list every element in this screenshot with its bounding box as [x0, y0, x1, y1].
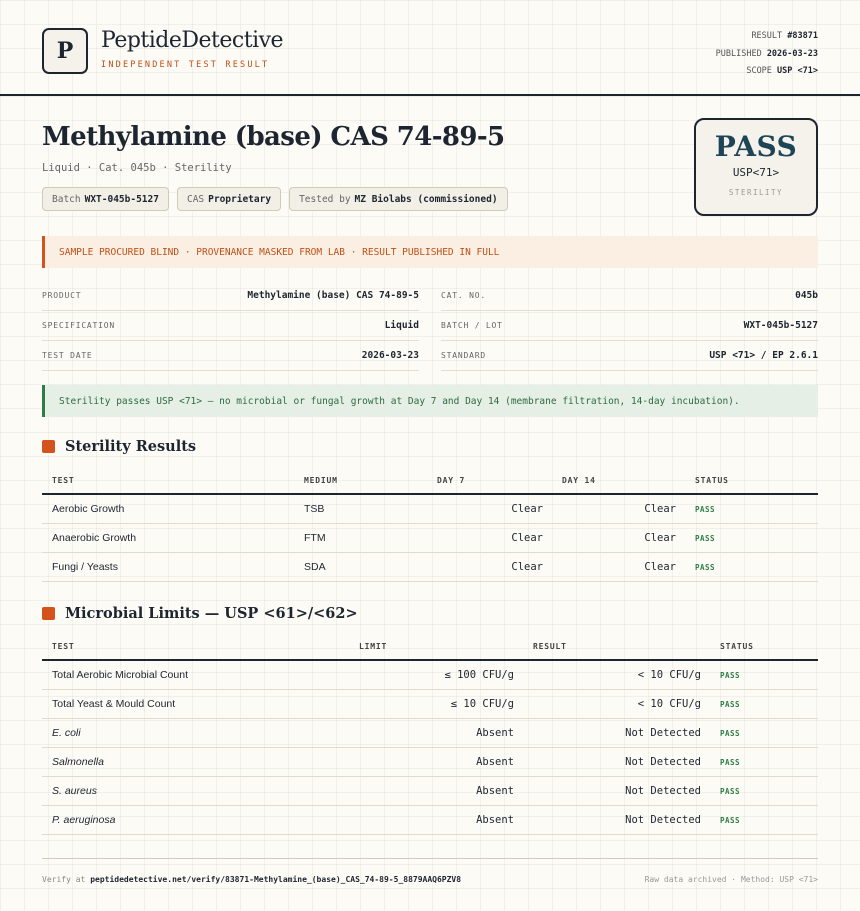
table-row: Anaerobic Growth FTM Clear Clear PASS	[42, 524, 818, 553]
brand-logo: P	[42, 28, 88, 74]
microbial-heading: Microbial Limits — USP <61>/<62>	[42, 605, 358, 622]
status-badge: PASS	[720, 670, 741, 680]
table-row: E. coli Absent Not Detected PASS	[42, 719, 818, 748]
table-header: TEST LIMIT RESULT STATUS	[42, 633, 818, 661]
microbial-table	[42, 633, 818, 835]
meta-result: RESULT #83871	[751, 31, 818, 41]
status-badge: PASS	[720, 728, 741, 738]
section-marker-icon	[42, 607, 55, 620]
batch-chip: Batch WXT-045b-5127	[42, 187, 169, 211]
result-meta	[716, 28, 818, 81]
verify-link[interactable]: peptidedetective.net/verify/83871-Methylamine_(base)_CAS_74-89-5_8879AAQ6PZV8	[90, 875, 462, 884]
verdict-word: PASS	[714, 130, 798, 163]
verdict-standard: USP<71>	[732, 166, 780, 179]
summary-banner: Sterility passes USP <71> — no microbial or fungal growth at Day 7 and Day 14 (membrane filtration, 14-day incubation).	[42, 385, 818, 417]
status-badge: PASS	[695, 504, 716, 514]
status-badge: PASS	[720, 786, 741, 796]
verify-line: Verify at peptidedetective.net/verify/83871-Methylamine_(base)_CAS_74-89-5_8879AAQ6PZV8	[42, 875, 462, 884]
footer-method: Raw data archived · Method: USP <71>	[644, 875, 818, 884]
report-footer	[42, 858, 818, 900]
table-row: Total Yeast & Mould Count ≤ 10 CFU/g < 10 CFU/g PASS	[42, 690, 818, 719]
meta-scope: SCOPE USP <71>	[746, 66, 818, 76]
table-row: Aerobic Growth TSB Clear Clear PASS	[42, 495, 818, 524]
report-header	[0, 0, 860, 96]
sterility-heading: Sterility Results	[42, 438, 196, 455]
table-row: Total Aerobic Microbial Count ≤ 100 CFU/g < 10 CFU/g PASS	[42, 661, 818, 690]
brand-tagline: INDEPENDENT TEST RESULT	[101, 60, 270, 70]
status-badge: PASS	[720, 699, 741, 709]
status-badge: PASS	[720, 815, 741, 825]
table-row: Fungi / Yeasts SDA Clear Clear PASS	[42, 553, 818, 582]
info-specification: SPECIFICATION Liquid	[42, 311, 419, 341]
page-title: Methylamine (base) CAS 74-89-5	[42, 122, 505, 152]
verdict-stamp	[694, 118, 818, 216]
status-badge: PASS	[695, 533, 716, 543]
page-subtitle: Liquid · Cat. 045b · Sterility	[42, 162, 232, 174]
table-header: TEST MEDIUM DAY 7 DAY 14 STATUS	[42, 467, 818, 495]
status-badge: PASS	[720, 757, 741, 767]
info-test-date: TEST DATE 2026-03-23	[42, 341, 419, 371]
meta-published: PUBLISHED 2026-03-23	[715, 48, 818, 59]
chip-row	[42, 187, 508, 211]
info-cat-no: CAT. NO. 045b	[441, 281, 818, 311]
status-badge: PASS	[695, 562, 716, 572]
cas-chip: CAS Proprietary	[177, 187, 281, 211]
sterility-table	[42, 467, 818, 582]
info-standard: STANDARD USP <71> / EP 2.6.1	[441, 341, 818, 371]
section-marker-icon	[42, 440, 55, 453]
table-row: P. aeruginosa Absent Not Detected PASS	[42, 806, 818, 835]
table-row: S. aureus Absent Not Detected PASS	[42, 777, 818, 806]
verdict-scope: STERILITY	[728, 188, 784, 197]
table-row: Salmonella Absent Not Detected PASS	[42, 748, 818, 777]
tested-by-chip: Tested by MZ Biolabs (commissioned)	[289, 187, 507, 211]
brand-name: PeptideDetective	[101, 28, 284, 53]
info-batch-lot: BATCH / LOT WXT-045b-5127	[441, 311, 818, 341]
info-product: PRODUCT Methylamine (base) CAS 74-89-5	[42, 281, 419, 311]
provenance-banner: SAMPLE PROCURED BLIND · PROVENANCE MASKED FROM LAB · RESULT PUBLISHED IN FULL	[42, 236, 818, 268]
